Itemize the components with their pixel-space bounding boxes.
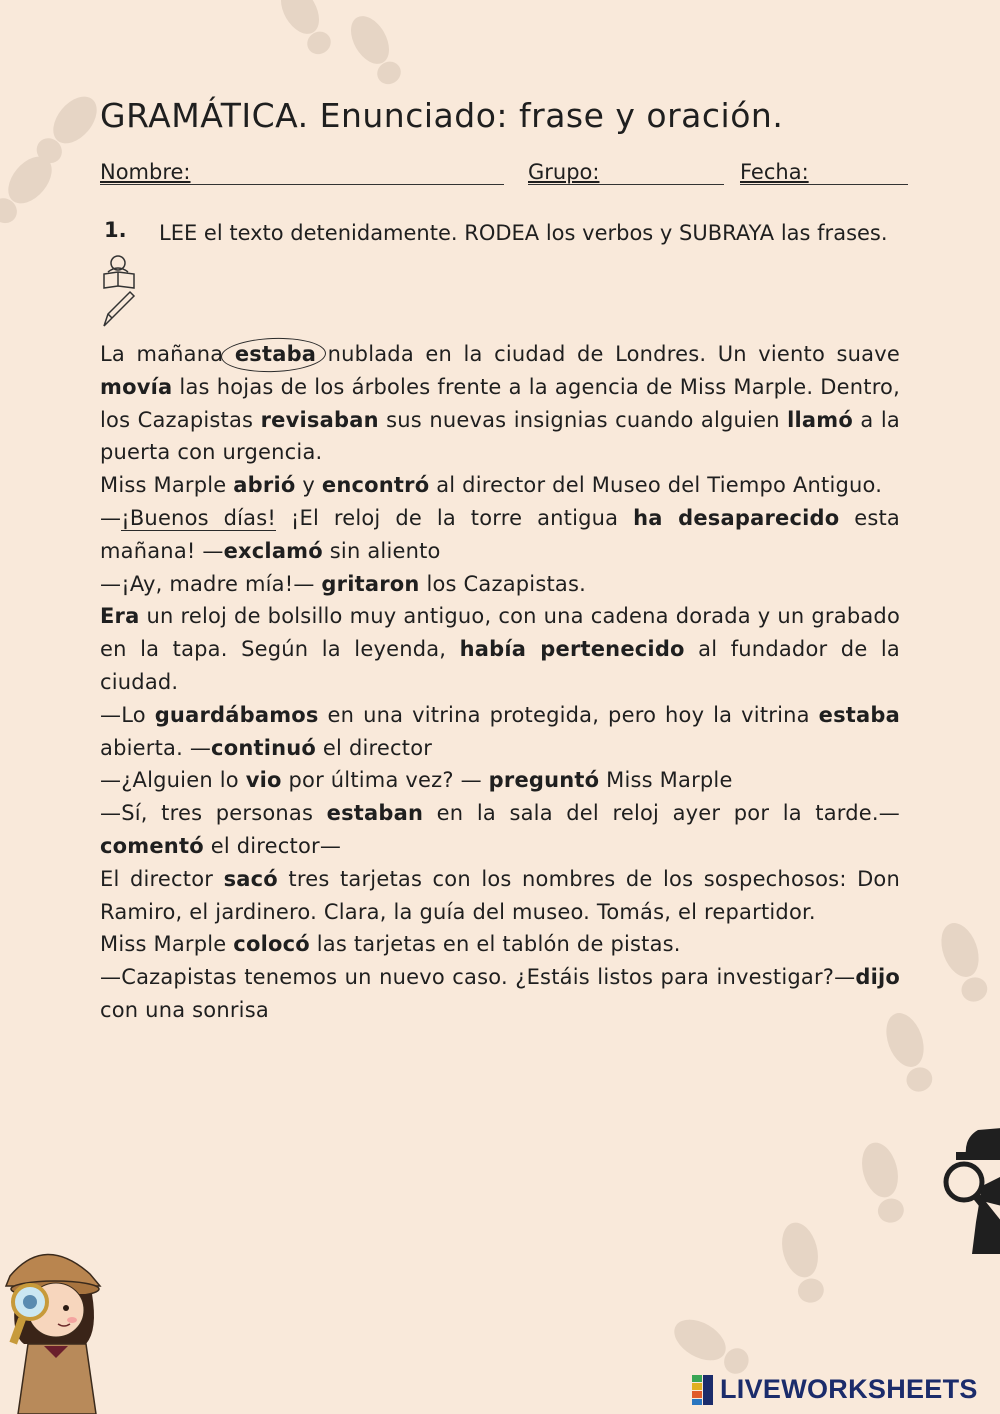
story-text-segment: —Cazapistas tenemos un nuevo caso. ¿Estáis listos para investigar?— xyxy=(100,965,856,990)
story-text-segment: tres tarjetas con los nombres de los sospechosos: Don Ramiro, el jardinero. Clara, la guía del museo. Tomás, el repartidor. xyxy=(100,866,900,924)
page-title: GRAMÁTICA. Enunciado: frase y oración. xyxy=(100,96,784,135)
story-text-segment: el director— xyxy=(203,833,342,858)
story-text-segment: y xyxy=(295,473,322,498)
story-text-segment: abierta. — xyxy=(100,735,212,760)
story-text-segment: — xyxy=(100,505,122,530)
story-text-segment: Miss Marple xyxy=(100,932,234,957)
story-text-segment: ¡El reloj de la torre antigua xyxy=(276,505,634,530)
story-text-segment: sus nuevas insignias cuando alguien xyxy=(378,407,788,432)
story-text-segment: —¡Ay, madre mía!— xyxy=(100,571,322,596)
verb: colocó xyxy=(233,932,310,957)
story-paragraph xyxy=(100,928,900,961)
verb: llamó xyxy=(787,407,854,432)
story-text-segment: sin aliento xyxy=(322,538,441,563)
story-paragraph xyxy=(100,502,900,568)
underlined-phrase: ¡Buenos días! xyxy=(121,505,277,530)
verb: gritaron xyxy=(321,571,420,596)
group-label: Grupo: xyxy=(528,160,600,184)
verb: vio xyxy=(245,768,282,793)
liveworksheets-badge-icon xyxy=(692,1375,714,1405)
verb: abrió xyxy=(233,473,296,498)
exercise-instruction: LEE el texto detenidamente. RODEA los verbos y SUBRAYA las frases. xyxy=(159,221,888,245)
story-paragraph xyxy=(100,797,900,863)
group-field[interactable] xyxy=(528,184,724,185)
story-paragraph xyxy=(100,600,900,698)
liveworksheets-logo xyxy=(692,1374,978,1405)
story-text-segment: El director xyxy=(100,866,224,891)
verb: había pertenecido xyxy=(459,637,685,662)
detective-silhouette-illustration xyxy=(942,1126,1000,1256)
story-text-segment: el director xyxy=(316,735,433,760)
story-text-segment: por última vez? — xyxy=(281,768,489,793)
story-text-segment: Miss Marple xyxy=(100,473,234,498)
name-field[interactable] xyxy=(100,184,504,185)
verb: movía xyxy=(100,374,173,399)
story-text-segment: —Lo xyxy=(100,702,155,727)
story-text-segment: esta mañana! — xyxy=(100,505,900,563)
verb: continuó xyxy=(211,735,317,760)
story-text-segment: con una sonrisa xyxy=(100,997,269,1022)
story-text-segment: nublada en la ciudad de Londres. Un viento suave xyxy=(316,342,900,366)
story-text-segment: Miss Marple xyxy=(599,768,733,793)
story-paragraph xyxy=(100,961,900,1027)
pencil-icon xyxy=(104,292,134,326)
story-paragraph xyxy=(100,699,900,765)
story-text-segment: en una vitrina protegida, pero hoy la vitrina xyxy=(318,702,819,727)
date-field[interactable] xyxy=(740,184,908,185)
verb: ha desaparecido xyxy=(633,505,840,530)
verb: estaban xyxy=(326,801,424,826)
story-text xyxy=(100,338,900,1027)
verb: preguntó xyxy=(488,768,600,793)
verb: guardábamos xyxy=(154,702,319,727)
story-text-segment: —¿Alguien lo xyxy=(100,768,246,793)
story-paragraph xyxy=(100,568,900,601)
liveworksheets-text: LIVEWORKSHEETS xyxy=(720,1374,978,1404)
exercise-number: 1. xyxy=(104,218,127,242)
exercise-1 xyxy=(100,216,900,251)
verb: exclamó xyxy=(223,538,323,563)
exercise-icons xyxy=(100,248,140,334)
story-text-segment: al fundador de la ciudad. xyxy=(100,637,900,694)
verb: estaba xyxy=(818,702,900,727)
detective-girl-illustration xyxy=(0,1234,120,1414)
date-label: Fecha: xyxy=(740,160,809,184)
verb: comentó xyxy=(100,833,204,858)
story-paragraph xyxy=(100,863,900,929)
story-paragraph xyxy=(100,764,900,797)
verb: revisaban xyxy=(260,407,379,432)
story-paragraph xyxy=(100,338,900,469)
story-text-segment: un reloj de bolsillo muy antiguo, con una cadena dorada y un grabado en la tapa. Según la leyenda, xyxy=(100,604,900,662)
story-text-segment: las tarjetas en el tablón de pistas. xyxy=(309,932,681,957)
story-text-segment: los Cazapistas. xyxy=(419,571,586,596)
story-paragraph xyxy=(100,469,900,502)
story-text-segment: a la puerta con urgencia. xyxy=(100,407,901,465)
story-text-segment: las hojas de los árboles frente a la agencia de Miss Marple. Dentro, los Cazapistas xyxy=(100,374,900,432)
story-text-segment: al director del Museo del Tiempo Antiguo. xyxy=(429,473,883,498)
verb: sacó xyxy=(223,866,278,891)
circled-verb: estaba xyxy=(234,342,317,366)
story-text-segment: —Sí, tres personas xyxy=(100,801,327,826)
name-label: Nombre: xyxy=(100,160,191,184)
book-reading-icon xyxy=(100,248,140,330)
story-text-segment: en la sala del reloj ayer por la tarde.— xyxy=(423,801,901,826)
verb: Era xyxy=(100,604,140,629)
story-text-segment: La mañana xyxy=(100,342,235,366)
verb: encontró xyxy=(321,473,430,498)
verb: dijo xyxy=(855,965,900,990)
